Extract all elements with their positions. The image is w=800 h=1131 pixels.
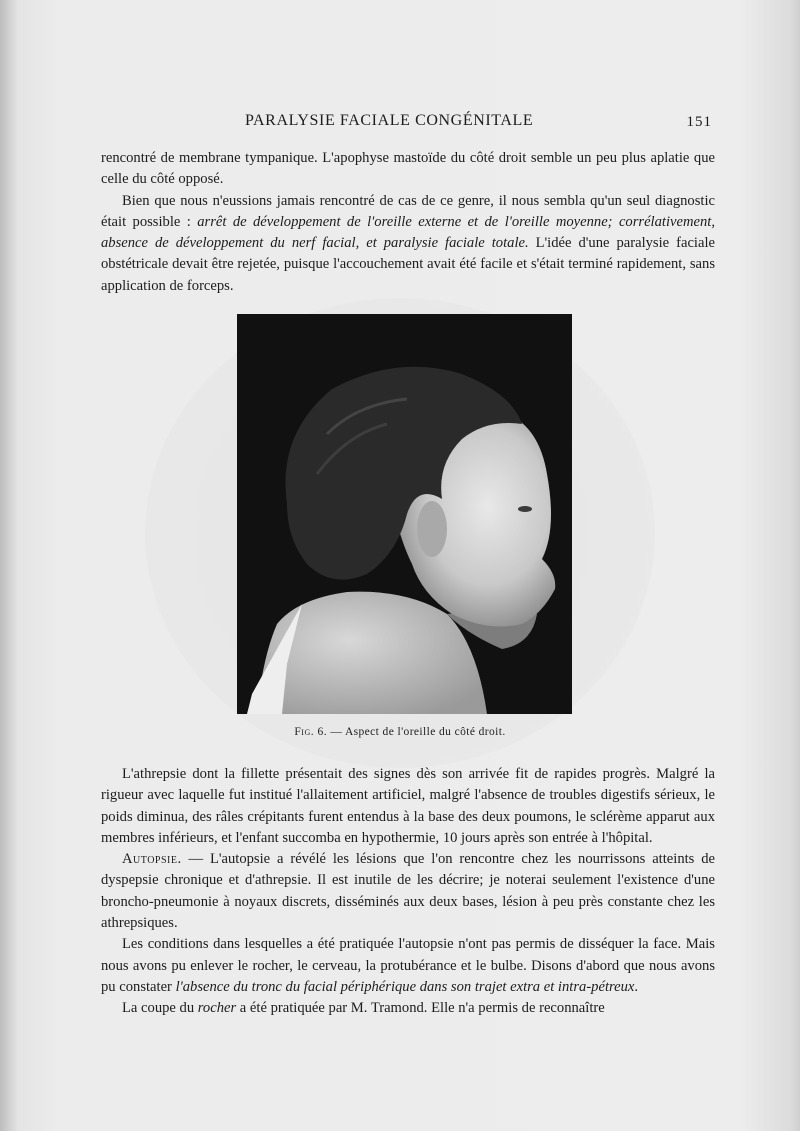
paragraph-text: Bien que nous n'eussions jamais rencontré de cas de ce genre, il nous sembla qu'un seul diagnostic était possible : <box>101 192 715 230</box>
body-text-top <box>101 148 715 297</box>
body-text-bottom <box>101 764 715 1020</box>
paragraph-text: rencontré de membrane tympanique. L'apophyse mastoïde du côté droit semble un peu plus aplatie que celle du côté opposé. <box>101 150 715 188</box>
paragraph-text: Les conditions dans lesquelles a été pratiquée l'autopsie n'ont pas permis de disséquer la face. Mais nous avons pu enlever le rocher, le cerveau, la protubérance et le bulbe. Disons d'abord que nous avons pu constater <box>101 936 715 995</box>
italic-finding: l'absence du tronc du facial périphérique dans son trajet extra et intra-pétreux <box>175 978 635 995</box>
italic-diagnosis: arrêt de développement de l'oreille externe et de l'oreille moyenne; corrélativement, absence de développement du nerf facial, et paralysie faciale totale. <box>101 213 715 252</box>
italic-term: rocher <box>197 1000 237 1017</box>
figure-photograph <box>237 314 572 714</box>
paragraph-text: . <box>634 978 639 995</box>
paragraph <box>101 934 715 998</box>
page-number: 151 <box>686 114 712 130</box>
paragraph-text: — L'autopsie a révélé les lésions que l'on rencontre chez les nourrissons atteints de dyspepsie chronique et d'athrepsie. Il est inutile de les décrire; je noterai seulement l'existence d'une broncho-pneumonie à noyaux discrets, disséminés aux deux bases, lésion à peu près constante chez les athrepsiques. <box>101 851 715 932</box>
page-header <box>100 112 720 136</box>
paragraph-text: L'athrepsie dont la fillette présentait des signes dès son arrivée fit de rapides progrès. Malgré la rigueur avec laquelle fut institué l'allaitement artificiel, malgré l'absence de troubles digestifs sérieux, le poids diminua, des râles crépitants furent entendus à la base des deux poumons, le sclérème apparut aux membres inférieurs, et l'enfant succomba en hypothermie, 10 jours après son entrée à l'hôpital. <box>101 766 715 846</box>
section-label-autopsie: Autopsie. <box>122 851 182 868</box>
caption-label: Fig. 6. <box>294 726 328 738</box>
paragraph <box>101 764 715 849</box>
paragraph-text: L'idée d'une paralysie faciale obstétricale devait être rejetée, puisque l'accouchement avait été facile et s'était terminé rapidement, sans application de forceps. <box>101 235 716 294</box>
paragraph <box>101 849 715 934</box>
caption-text: — Aspect de l'oreille du côté droit. <box>327 726 506 738</box>
figure-caption <box>0 726 800 738</box>
paragraph <box>101 191 715 297</box>
paragraph <box>101 998 715 1019</box>
paragraph <box>101 148 715 191</box>
paragraph-text: a été pratiquée par M. Tramond. Elle n'a permis de reconnaître <box>236 1000 605 1017</box>
infant-profile-photo <box>237 314 572 714</box>
running-title: PARALYSIE FACIALE CONGÉNITALE <box>245 112 534 129</box>
paragraph-text: La coupe du <box>122 1000 198 1017</box>
